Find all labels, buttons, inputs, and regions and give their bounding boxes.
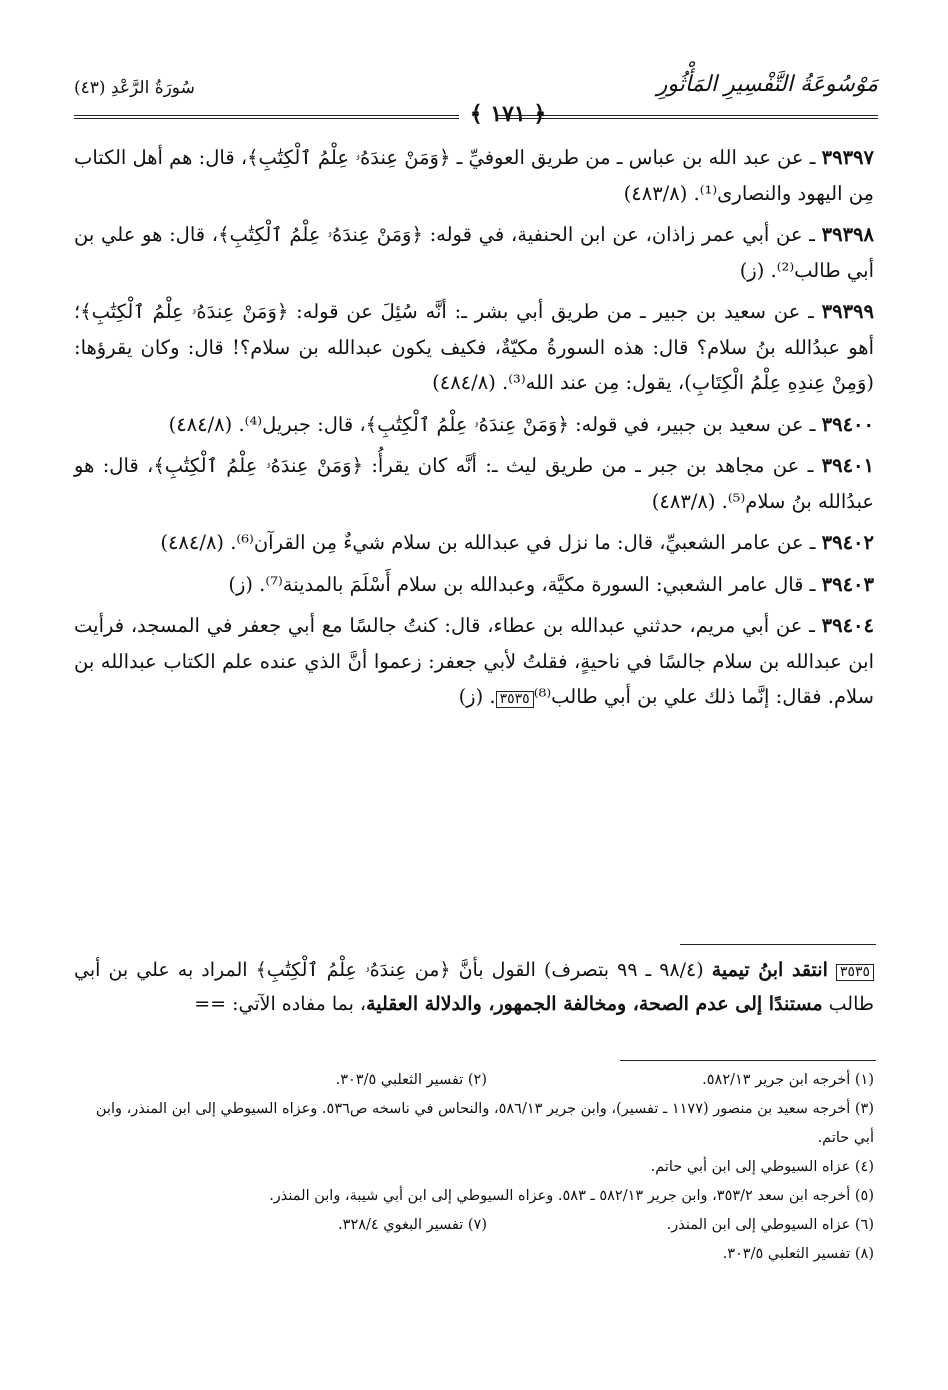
entry-text: ـ عن سعيد بن جبير، في قوله: ﴿وَمَنْ عِندَهُۥ عِلْمُ ٱلْكِتَٰبِ﴾، قال: جبريل⁽⁴⁾. (٤٨٤/٨) [168, 412, 822, 436]
entry-39403 [74, 567, 874, 603]
footnote-row [72, 1066, 874, 1095]
page-number: ﴿ ١٧١ ﴾ [469, 101, 547, 127]
entry-text: ـ عن مجاهد بن جبر ـ من طريق ليث ـ: أنَّه كان يقرأُ: ﴿وَمَنْ عِندَهُۥ عِلْمُ ٱلْكِتَٰبِ﴾، قال: هو عبدُالله بنُ سلام⁽⁵⁾. (٤٨٣/٨) [74, 454, 874, 513]
entry-number: ٣٩٤٠٢ [821, 531, 874, 554]
note-separator [680, 944, 876, 945]
entry-text: ـ عن أبي عمر زاذان، عن ابن الحنفية، في قوله: ﴿وَمَنْ عِندَهُۥ عِلْمُ ٱلْكِتَٰبِ﴾، قال: هو علي بن أبي طالب⁽²⁾. (ز) [74, 223, 874, 282]
header-rule-left [74, 115, 459, 119]
running-title-book: مَوْسُوعَةُ التَّفْسِيرِ المَأْثُورِ [656, 72, 878, 97]
entry-tail: . (ز) [458, 685, 496, 708]
footnote-6: (٦) عزاه السيوطي إلى ابن المنذر. [666, 1217, 874, 1233]
commentary-note [74, 953, 874, 1021]
note-text-3: ، بما مفاده الآتي: == [194, 993, 367, 1015]
entry-number: ٣٩٣٩٩ [821, 300, 874, 323]
running-title-surah: سُورَةُ الرَّعْدِ (٤٣) [74, 78, 195, 98]
entry-number: ٣٩٤٠١ [821, 454, 874, 477]
entry-39404 [74, 608, 874, 715]
entry-text: ـ عن سعيد بن جبير ـ من طريق أبي بشر ـ: أنَّه سُئِلَ عن قوله: ﴿وَمَنْ عِندَهُۥ عِلْمُ ٱلْكِتَٰبِ﴾؛ أهو عبدُالله بنُ سلام؟ قال: هذه السورةُ مكيّةٌ، فكيف يكون عبدالله بن سلام؟! قال: وكان يقرؤها: (وَمِنْ عِندِهِ عِلْمُ الْكِتَابِ)، يقول: مِن عند الله⁽³⁾. (٤٨٤/٨) [74, 300, 874, 394]
entry-39399 [74, 294, 874, 401]
entry-39398 [74, 217, 874, 288]
footnote-row [72, 1211, 874, 1240]
footnotes-rule [620, 1060, 876, 1061]
entry-number: ٣٩٣٩٧ [821, 146, 874, 169]
header-rule-right [496, 115, 878, 119]
entry-39397 [74, 140, 874, 211]
entry-text: ـ عن عامر الشعبيِّ، قال: ما نزل في عبدالله بن سلام شيءٌ مِن القرآن⁽⁶⁾. (٤٨٤/٨) [160, 531, 822, 554]
footnote-4: (٤) عزاه السيوطي إلى ابن أبي حاتم. [650, 1159, 874, 1175]
note-lead: انتقد ابنُ تيمية [711, 959, 828, 981]
footnote-7: (٧) تفسير البغوي ٣٢٨/٤. [338, 1217, 487, 1233]
entry-number: ٣٩٤٠٠ [821, 412, 874, 436]
footnote-3: (٣) أخرجه سعيد بن منصور (١١٧٧ ـ تفسير)، وابن جرير ٥٨٦/١٣، والنحاس في ناسخه ص٥٣٦. وعزاه السيوطي إلى ابن المنذر، وابن أبي حاتم. [95, 1101, 874, 1146]
footnote-5: (٥) أخرجه ابن سعد ٣٥٣/٢، وابن جرير ٥٨٢/١٣ ـ ٥٨٣. وعزاه السيوطي إلى ابن أبي شيبة، وابن المنذر. [269, 1188, 874, 1204]
note-number: ٣٥٣٥ [836, 964, 874, 981]
entry-39400 [74, 407, 874, 443]
entry-text: ـ قال عامر الشعبي: السورة مكيَّة، وعبدالله بن سلام أَسْلَمَ بالمدينة⁽⁷⁾. (ز) [228, 572, 822, 596]
page-header [70, 70, 878, 130]
entry-39402 [74, 525, 874, 561]
footnote-8: (٨) تفسير الثعلبي ٣٠٣/٥. [722, 1246, 874, 1262]
entry-number: ٣٩٣٩٨ [821, 223, 874, 246]
footnote-2: (٢) تفسير الثعلبي ٣٠٣/٥. [335, 1072, 487, 1088]
entry-number: ٣٩٤٠٤ [821, 614, 874, 637]
note-emphasis: مستندًا إلى عدم الصحة، ومخالفة الجمهور، والدلالة العقلية [366, 993, 823, 1015]
entry-number: ٣٩٤٠٣ [821, 572, 874, 596]
footnotes [72, 1066, 874, 1269]
entry-text: ـ عن أبي مريم، حدثني عبدالله بن عطاء، قال: كنتُ جالسًا مع أبي جعفر في المسجد، فرأيت ابن عبدالله بن سلام جالسًا في ناحيةٍ، فقلتُ لأبي جعفر: زعموا أنَّ الذي عنده علم الكتاب عبدالله بن سلام. فقال: إنَّما ذلك علي بن أبي طالب⁽⁸⁾ [74, 614, 874, 708]
entry-text: ـ عن عبد الله بن عباس ـ من طريق العوفيِّ ـ ﴿وَمَنْ عِندَهُۥ عِلْمُ ٱلْكِتَٰبِ﴾، قال: هم أهل الكتاب مِن اليهود والنصارى⁽¹⁾. (٤٨٣/٨) [74, 146, 874, 205]
note-text-1: (٩٨/٤ ـ ٩٩ بتصرف) القول بأنَّ ﴿من عِندَهُۥ عِلْمُ ٱلْكِتَٰبِ﴾ المراد به علي بن أبي طالب [74, 959, 874, 1015]
note-reference-link[interactable]: ٣٥٣٥ [496, 691, 534, 708]
entry-39401 [74, 448, 874, 519]
footnote-1: (١) أخرجه ابن جرير ٥٨٢/١٣. [702, 1072, 874, 1088]
main-text [74, 140, 874, 721]
